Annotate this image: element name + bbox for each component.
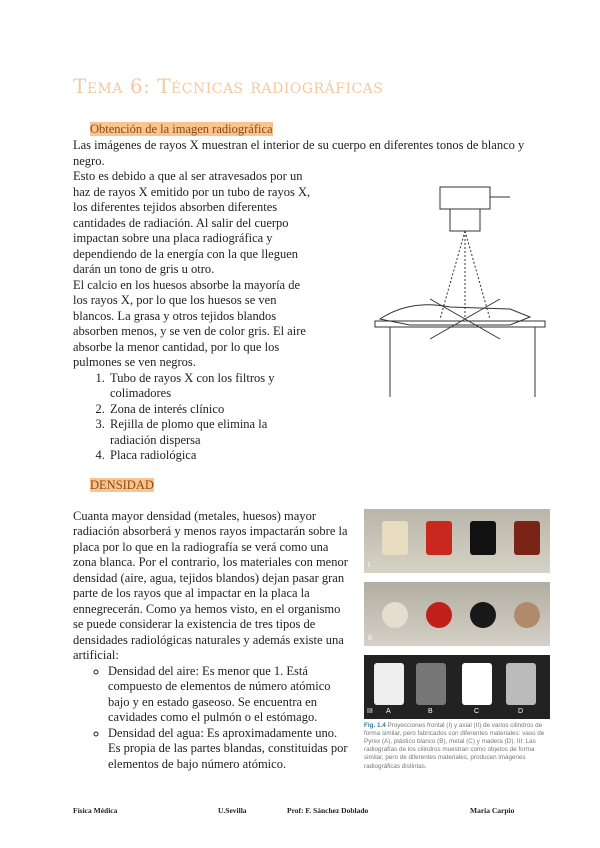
cylinder-label: D [518,707,524,715]
figure [364,509,550,771]
paragraph: Las imágenes de rayos X muestran el interior de su cuerpo en diferentes tonos de blanco y negro. [73,138,525,168]
paragraph: Cuanta mayor densidad (metales, huesos) mayor radiación absorberá y menos rayos impactarán sobre la placa por lo que en la radiografía se verá como una zona blanca. Por el contrario, los materiales con menor densidad (aire, agua, tejidos blandos) dejan pasar gran parte de los rayos que al impactar en la placa la ennegrecerán. Como ya hemos visto, en el organismo se puede considerar la existencia de tres tipos de densidades radiológicas naturales y además existe una artificial: [73,508,348,662]
panel-label: III [367,707,373,715]
footer-professor: Prof: F. Sánchez Doblado [287,806,369,815]
footer-university: U.Sevilla [218,806,247,815]
panel-label: II [368,634,372,642]
bullet-list [73,664,348,773]
list-item: ◦ Densidad del aire: Es menor que 1. Está compuesto de elementos de número atómico bajo y en estado gaseoso. Se encuentra en cavidades como el pulmón o el estómago. [108,664,348,726]
cylinder-label: B [428,707,433,715]
footer-author: Maria Carpio [470,806,515,815]
figure-panel-axial [364,582,550,646]
list-item: 4. Placa radiológica [108,448,313,464]
paragraph: El calcio en los huesos absorbe la mayoría de los rayos X, por lo que los huesos se ven blancos. La grasa y otros tejidos blandos absorben menos, y se ven de color gris. El aire absorbe la menor cantidad, por lo que los pulmones se ven negros. [73,277,306,369]
list-item: ◦ Densidad del agua: Es aproximadamente uno. Es propia de las partes blandas, constituidas por elementos de bajo número atómico. [108,726,348,773]
numbered-list [73,371,313,464]
section-obtencion [73,122,550,464]
cylinder-label: C [474,707,480,715]
cylinder-label: A [386,707,391,715]
list-item: 2. Zona de interés clínico [108,402,313,418]
figure-panel-radiograph [364,655,550,719]
panel-label: I [368,561,370,569]
xray-setup-diagram [370,179,550,404]
figure-panel-frontal [364,509,550,573]
list-item: 3. Rejilla de plomo que elimina la radiación dispersa [108,417,313,448]
page-footer [73,800,550,818]
footer-subject: Física Médica [73,806,118,815]
figure-caption: Fig. 1.4 Proyecciones frontal (I) y axial (II) de varios cilindros de forma similar, pero fabricados con diferentes materiales: vaso de Pyrex (A), plástico blanco (B), metal (C) y madera (D). III: Las radiografías de los cilindros muestran como objetos de forma similar, pero de diferentes materiales, producen imágenes radiográficas distintas. [364,721,545,770]
section-densidad [73,478,550,775]
section-heading-densidad: DENSIDAD [90,477,154,492]
section-heading-obtencion: Obtención de la imagen radiográfica [90,122,273,136]
list-item: 1. Tubo de rayos X con los filtros y colimadores [108,371,313,402]
paragraph: Esto es debido a que al ser atravesados por un haz de rayos X emitido por un tubo de rayos X, los diferentes tejidos absorben diferentes cantidades de radiación. Al salir del cuerpo impactan sobre una placa radiográfica y dependiendo de la energía con la que lleguen darán un tono de gris u otro. [73,169,311,276]
page-title: Tema 6: Técnicas radiográficas [73,74,384,98]
